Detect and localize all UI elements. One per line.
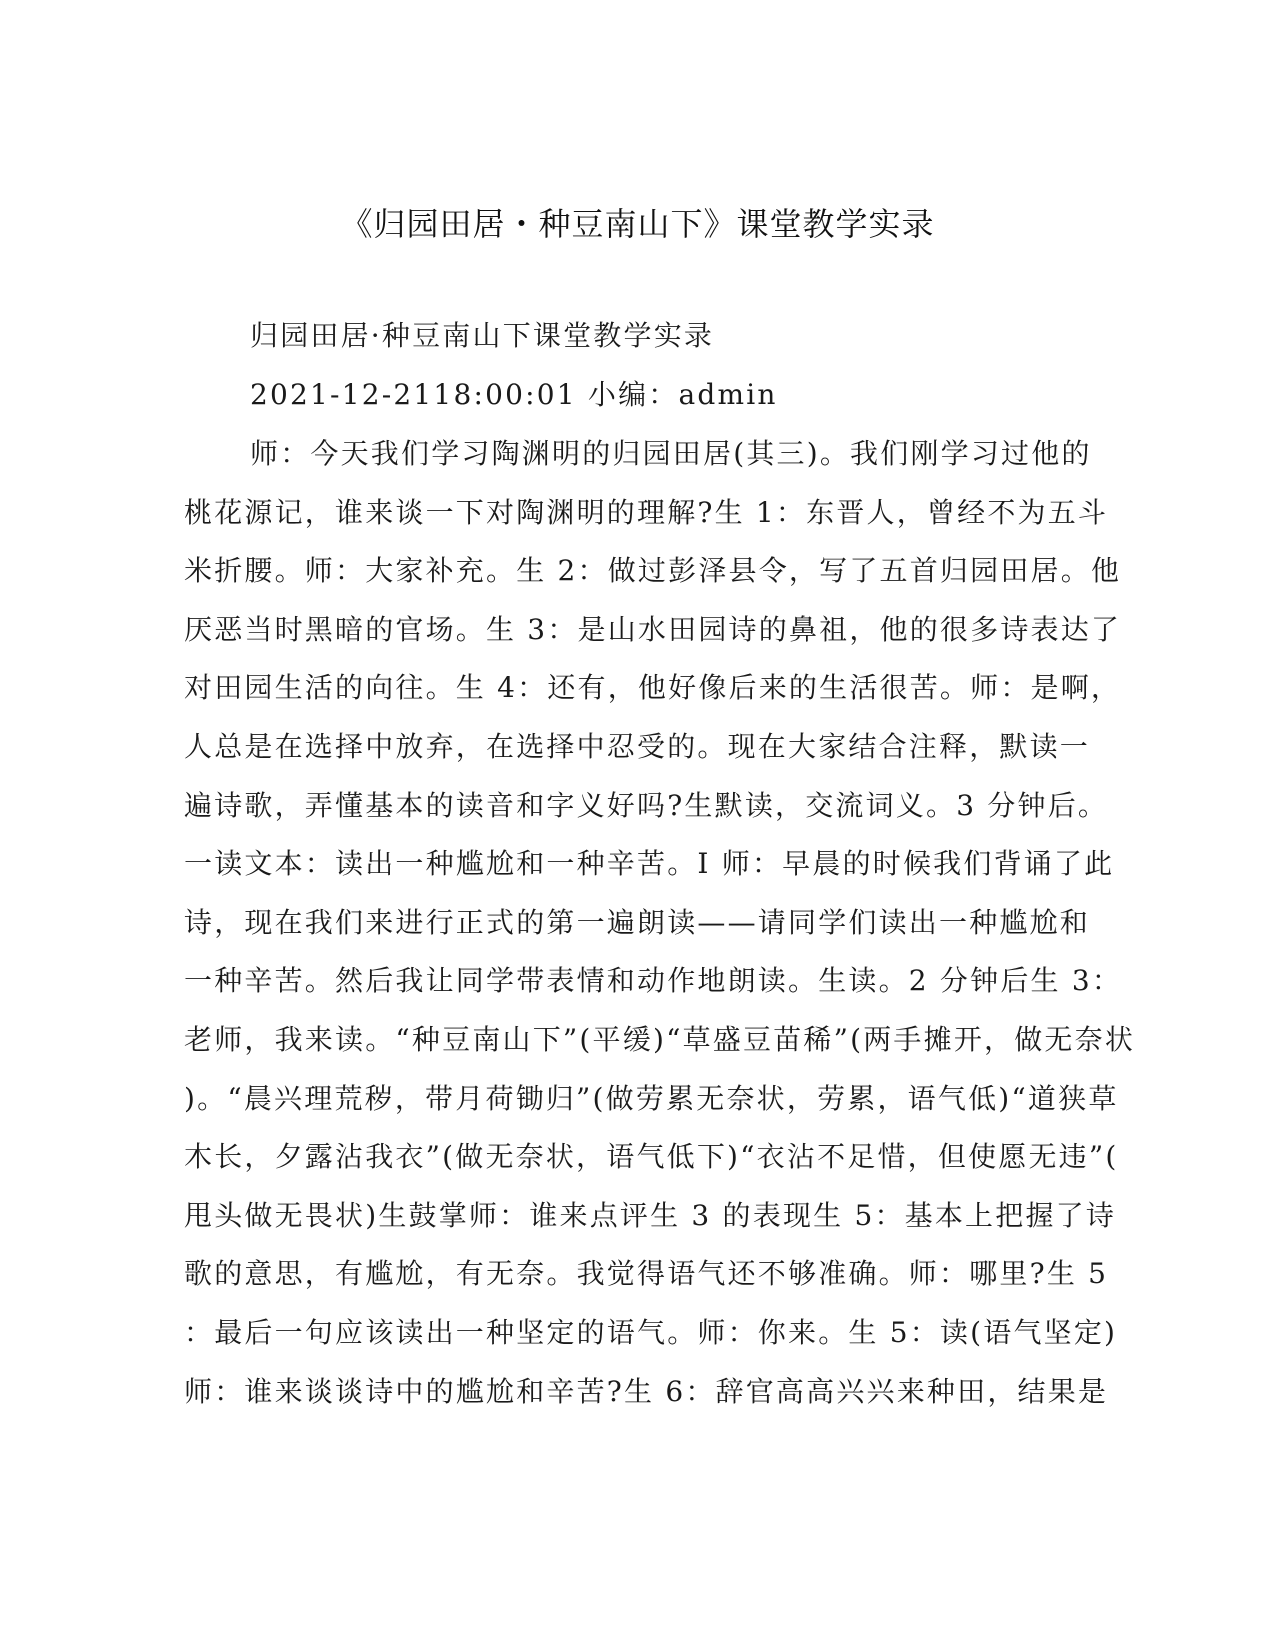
body-line: 师：今天我们学习陶渊明的归园田居(其三)。我们刚学习过他的 xyxy=(250,437,1092,470)
document-meta: 2021-12-2118:00:01 小编：admin xyxy=(250,378,778,411)
body-line: 人总是在选择中放弃，在选择中忍受的。现在大家结合注释，默读一 xyxy=(184,730,1091,763)
body-line: )。“晨兴理荒秽，带月荷锄归”(做劳累无奈状，劳累，语气低)“道狭草 xyxy=(184,1082,1119,1115)
body-line: 木长，夕露沾我衣”(做无奈状，语气低下)“衣沾不足惜，但使愿无违”( xyxy=(184,1140,1119,1173)
body-line: 甩头做无畏状)生鼓掌师：谁来点评生 3 的表现生 5：基本上把握了诗 xyxy=(184,1199,1117,1232)
body-line: 诗，现在我们来进行正式的第一遍朗读——请同学们读出一种尴尬和 xyxy=(184,906,1091,939)
body-line: 厌恶当时黑暗的官场。生 3：是山水田园诗的鼻祖，他的很多诗表达了 xyxy=(184,613,1122,646)
document-subtitle: 归园田居·种豆南山下课堂教学实录 xyxy=(250,319,715,352)
body-line: 师：谁来谈谈诗中的尴尬和辛苦?生 6：辞官高高兴兴来种田，结果是 xyxy=(184,1375,1109,1408)
body-line: 对田园生活的向往。生 4：还有，他好像后来的生活很苦。师：是啊， xyxy=(184,671,1122,704)
body-line: 米折腰。师：大家补充。生 2：做过彭泽县令，写了五首归园田居。他 xyxy=(184,554,1122,587)
document-title: 《归园田居・种豆南山下》课堂教学实录 xyxy=(340,205,935,243)
body-line: 歌的意思，有尴尬，有无奈。我觉得语气还不够准确。师：哪里?生 5 xyxy=(184,1257,1109,1290)
body-line: 一读文本：读出一种尴尬和一种辛苦。I 师：早晨的时候我们背诵了此 xyxy=(184,847,1115,880)
body-line: 老师，我来读。“种豆南山下”(平缓)“草盛豆苗稀”(两手摊开，做无奈状 xyxy=(184,1023,1136,1056)
body-line: 遍诗歌，弄懂基本的读音和字义好吗?生默读，交流词义。3 分钟后。 xyxy=(184,789,1109,822)
body-line: 桃花源记，谁来谈一下对陶渊明的理解?生 1：东晋人，曾经不为五斗 xyxy=(184,496,1109,529)
body-line: 一种辛苦。然后我让同学带表情和动作地朗读。生读。2 分钟后生 3： xyxy=(184,964,1123,997)
body-line: ：最后一句应该读出一种坚定的语气。师：你来。生 5：读(语气坚定) xyxy=(184,1316,1118,1349)
